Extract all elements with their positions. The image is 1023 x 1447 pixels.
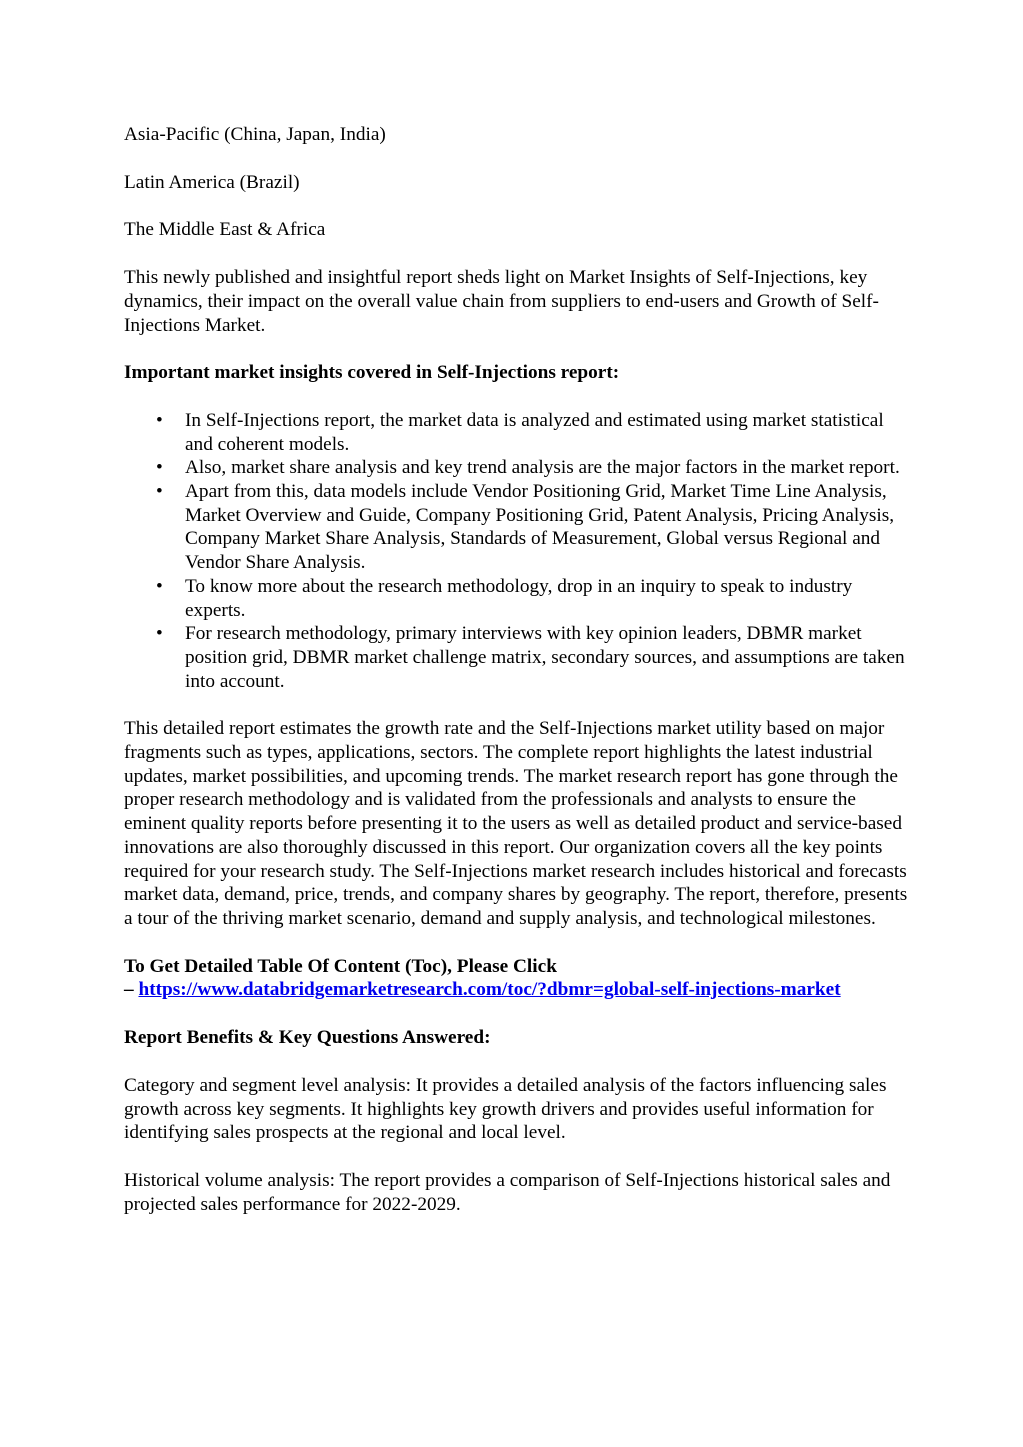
list-item-text: In Self-Injections report, the market data is analyzed and estimated using market statistical and coherent models.	[185, 409, 884, 455]
bullet-icon: •	[156, 575, 163, 597]
detail-paragraph: This detailed report estimates the growth rate and the Self-Injections market utility based on major fragments such as types, applications, sectors. The complete report highlights the latest industrial updates, market possibilities, and upcoming trends. The market research report has gone through the proper research methodology and is validated from the professionals and analysts to ensure the eminent quality reports before presenting it to the users as well as detailed product and service-based innovations are also thoroughly discussed in this report. Our organization covers all the key points required for your research study. The Self-Injections market research includes historical and forecasts market data, demand, price, trends, and company shares by geography. The report, therefore, presents a tour of the thriving market scenario, demand and supply analysis, and technological milestones.	[124, 718, 908, 929]
benefits-heading: Report Benefits & Key Questions Answered:	[124, 1027, 491, 1049]
list-item	[124, 480, 914, 575]
list-item	[124, 409, 914, 456]
intro-paragraph: This newly published and insightful report sheds light on Market Insights of Self-Injections, key dynamics, their impact on the overall value chain from suppliers to end-users and Growth of Self-Injections Market.	[124, 267, 879, 336]
list-item	[124, 622, 914, 693]
region-asia-pacific: Asia-Pacific (China, Japan, India)	[124, 124, 386, 145]
list-item-text: For research methodology, primary interviews with key opinion leaders, DBMR market position grid, DBMR market challenge matrix, secondary sources, and assumptions are taken into account.	[185, 623, 905, 692]
list-item-text: To know more about the research methodology, drop in an inquiry to speak to industry experts.	[185, 575, 853, 621]
document-page	[124, 123, 914, 1240]
toc-dash: –	[124, 979, 139, 1001]
bullet-icon: •	[156, 481, 163, 503]
bullet-icon: •	[156, 457, 163, 479]
bullet-icon: •	[156, 623, 163, 645]
insights-list	[124, 409, 914, 693]
insights-heading: Important market insights covered in Self-Injections report:	[124, 362, 620, 384]
region-latin-america: Latin America (Brazil)	[124, 171, 300, 193]
category-paragraph: Category and segment level analysis: It provides a detailed analysis of the factors influencing sales growth across key segments. It highlights key growth drivers and provides useful information for identifying sales prospects at the regional and local level.	[124, 1074, 887, 1144]
list-item	[124, 456, 914, 480]
toc-link[interactable]: https://www.databridgemarketresearch.com/toc/?dbmr=global-self-injections-market	[138, 979, 841, 1001]
toc-block	[124, 955, 914, 1002]
bullet-icon: •	[156, 409, 163, 431]
region-middle-east-africa: The Middle East & Africa	[124, 219, 326, 241]
toc-label: To Get Detailed Table Of Content (Toc), Please Click	[124, 955, 557, 977]
list-item-text: Apart from this, data models include Vendor Positioning Grid, Market Time Line Analysis, Market Overview and Guide, Company Positioning Grid, Patent Analysis, Pricing Analysis, Company Market Share Analysis, Standards of Measurement, Global versus Regional and Vendor Share Analysis.	[185, 481, 895, 574]
historical-paragraph: Historical volume analysis: The report provides a comparison of Self-Injections historical sales and projected sales performance for 2022-2029.	[124, 1169, 891, 1215]
list-item	[124, 575, 914, 622]
list-item-text: Also, market share analysis and key trend analysis are the major factors in the market report.	[185, 457, 900, 479]
